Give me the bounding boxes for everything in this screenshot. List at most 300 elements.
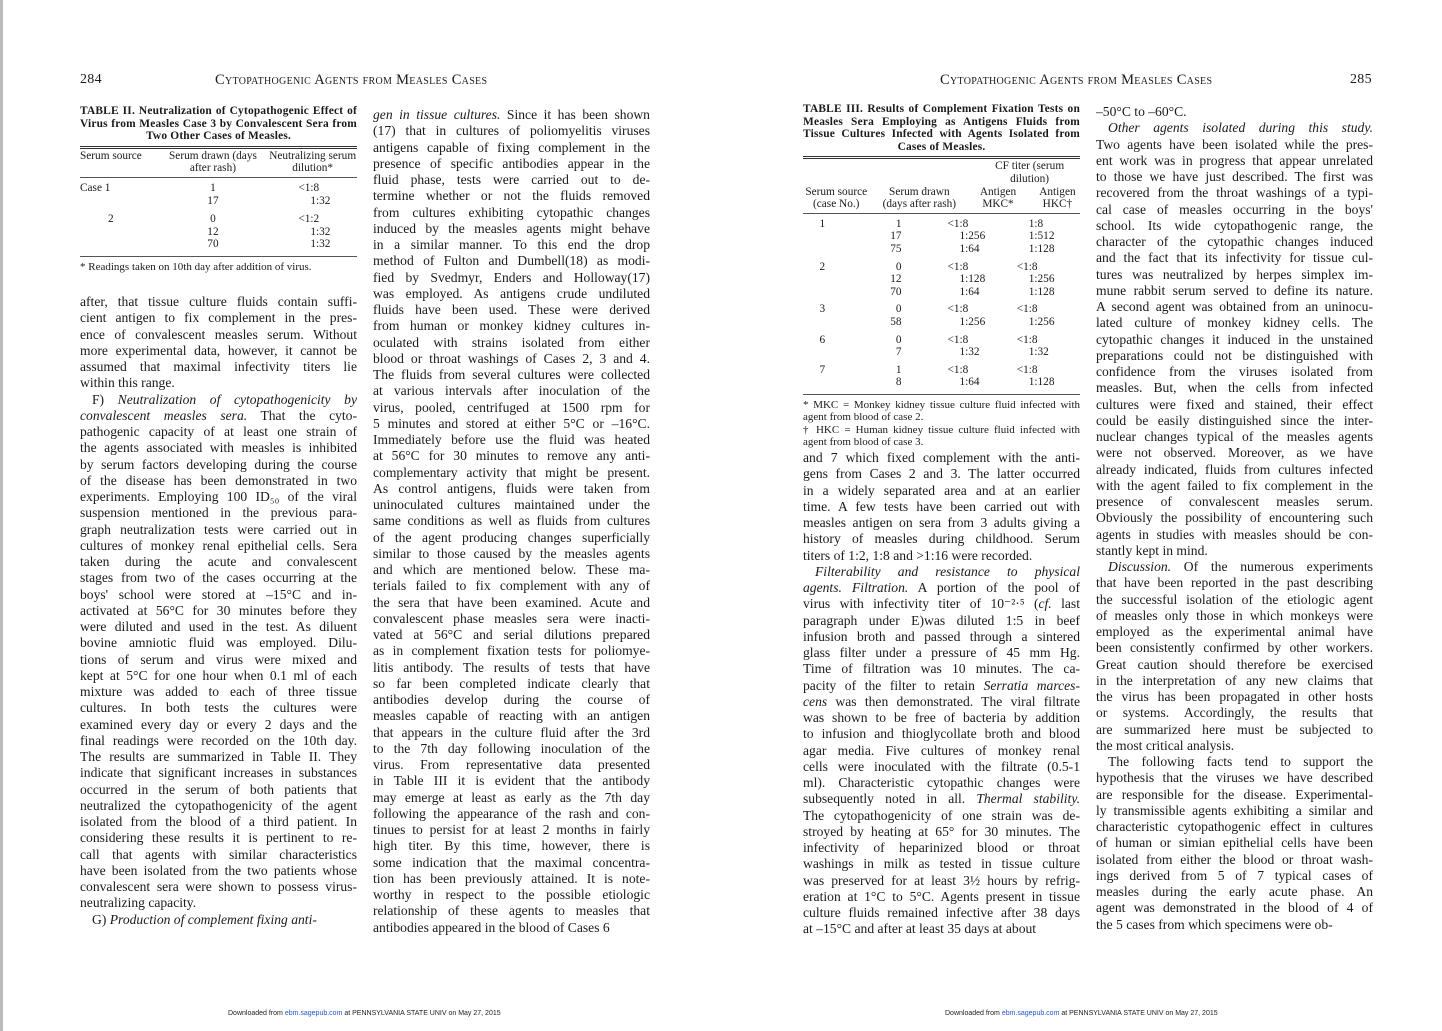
text-segment: in the interpretation of any new claims that [1096,672,1373,688]
text-segment: been consistently confirmed by other workers. [1096,640,1373,656]
text-line [803,629,1080,645]
text-segment: was shown to be free of bacteria by addition [803,710,1080,725]
text-line [1096,770,1373,786]
text-segment: ly transmissible agents exhibiting a similar and [1096,802,1373,818]
cell: <1:8 [947,303,969,316]
cell: 1:256 [1028,273,1055,286]
right-page-column-2 [1096,104,1373,933]
text-line [373,465,650,481]
cell: 1:32 [310,238,331,251]
text-line [373,871,650,887]
italic-text: Production of complement fixing anti- [109,911,317,927]
cell: 0 [210,213,216,226]
text-segment: from human or monkey kidney cultures in- [373,318,650,334]
cell: 1 [210,181,216,194]
table-ii [80,105,357,273]
text-segment: at various intervals after inoculation of the [373,383,650,399]
cell: 1:32 [959,346,980,359]
table-row [80,195,357,208]
cell: 12 [207,225,219,238]
text-line [803,743,1080,759]
text-segment: eration at 1°C to 5°C. Agents present in tissue [803,888,1080,904]
cell: 1 [895,217,902,230]
text-line [80,782,357,798]
text-segment: character of the cytopathic changes induced [1096,234,1373,249]
text-segment: agar media. Five cultures of monkey renal [803,742,1080,758]
page-number-left: 284 [80,72,102,87]
text-line [1096,169,1373,185]
cell: <1:8 [947,363,969,376]
text-line [373,822,650,838]
text-segment: The cytopathogenicity of one strain was de- [803,807,1080,823]
cell: 2 [819,260,826,273]
text-line [80,424,357,440]
text-line [373,692,650,708]
text-segment: agent was demonstrated in the blood of 4 of [1096,900,1373,916]
cell: <1:8 [947,260,969,273]
left-page-column-1 [80,294,357,928]
table-row [803,273,1080,286]
text-segment: neutralizing capacity. [80,895,197,911]
text-segment: was employed. As antigens crude undiluted [373,285,650,301]
table-title: TABLE III. Results of Complement Fixation Tests on Measles Sera Employing as Antigens Fluids from Tissue Cultures Infected with Agents Isolated from Cases of Measles. [803,103,1080,153]
text-line [803,694,1080,710]
cell: 1:64 [959,285,980,298]
text-segment: or systems. Accordingly, the results that [1096,705,1373,721]
text-line [80,603,357,619]
text-line [80,798,357,814]
footer-link[interactable]: ebm.sagepub.com [284,1010,343,1017]
cell: 58 [890,315,902,328]
text-line [80,489,357,505]
text-segment: Two agents have been isolated while the pres- [1096,136,1373,152]
text-line [80,765,357,781]
text-line [80,717,357,733]
text-line [1096,884,1373,900]
text-segment: by serum factors developing during the course [80,456,357,472]
italic-text: gen in tissue cultures. [373,107,501,122]
text-line [373,481,650,497]
text-line [1096,397,1373,413]
text-line [1096,640,1373,656]
text-line [1096,445,1373,461]
text-line [373,790,650,806]
text-line [80,294,357,310]
text-segment: terials failed to fix complement with any of [373,578,650,594]
header-cell: Serum drawn (days after rash) [882,185,957,211]
text-line [80,668,357,684]
text-segment: oculated with strains isolated from either [373,334,650,350]
text-segment: cultures of monkey renal epithelial cells. Sera [80,537,357,553]
text-segment: cultures. In both tests the cultures were [80,700,357,716]
text-line [80,863,357,879]
text-line [373,416,650,432]
text-line [373,562,650,578]
text-line [1096,267,1373,283]
footer-link[interactable]: ebm.sagepub.com [1001,1010,1060,1017]
text-line [80,652,357,668]
text-segment: that appears in the culture fluid after the 3rd [373,724,650,740]
text-segment: convalescent phase measles sera were inacti- [373,610,650,626]
text-segment: As control antigens, fluids were taken from [373,480,650,496]
text-line [373,286,650,302]
text-line [373,887,650,903]
text-segment: to the 7th day following inoculation of the [373,740,650,756]
text-segment: the 5 cases from which specimens were ob- [1096,916,1333,932]
text-line [373,383,650,399]
cell: 1:128 [959,273,986,286]
italic-text: cens [803,693,828,709]
text-segment: termine whether or not the fluids removed [373,188,650,204]
cell: 1:32 [310,194,331,207]
text-segment: as in complement fixation tests for poliomye- [373,643,650,659]
cell: <1:8 [1016,303,1038,316]
header-serum-source: Serum source [80,149,142,162]
text-line [373,578,650,594]
text-line [803,466,1080,482]
cell: 12 [890,273,902,286]
text-segment: Immediately before use the fluid was heated [373,432,650,447]
cell: 0 [895,260,902,273]
text-line [373,221,650,237]
cell: 1:32 [310,225,331,238]
text-segment: The results are summarized in Table II. They [80,749,357,764]
text-segment: boys' school were stored at –15°C and in- [80,586,357,602]
table-row [803,316,1080,329]
text-line [803,564,1080,580]
text-segment: from cultures exhibiting cytopathic changes [373,204,650,220]
text-segment: indicate that significant increases in substances [80,765,357,781]
cell: 0 [895,333,902,346]
italic-text: convalescent measles sera. [80,407,248,423]
text-line [373,741,650,757]
text-line [80,310,357,326]
text-segment: and 7 which fixed complement with the anti- [803,450,1080,465]
table-row [803,261,1080,274]
text-line [80,895,357,911]
text-line [373,855,650,871]
text-line [80,538,357,554]
text-line [373,595,650,611]
text-segment: complementary activity that might be present. [373,464,650,480]
text-line [373,773,650,789]
text-line [1096,917,1373,933]
text-line [1096,348,1373,364]
text-line [80,684,357,700]
text-segment: could be easily distinguished since the inter- [1096,412,1373,428]
cell: 70 [890,285,902,298]
text-line [1096,153,1373,169]
text-line [1096,803,1373,819]
cell: 6 [819,333,826,346]
header-row [80,150,357,175]
text-segment: more experimental data, however, it cannot be [80,342,357,358]
text-line [1096,575,1373,591]
table-row [80,213,357,226]
text-segment: that have been reported in the past describing [1096,575,1373,591]
text-line [373,140,650,156]
text-segment: tures was neutralized by herpes simplex im- [1096,266,1373,282]
text-segment: same conditions as well as fluids from cultures [373,513,650,529]
text-segment: The following facts tend to support the [1108,754,1373,769]
text-segment: bovine amniotic fluid was employed. Dilu- [80,635,357,651]
text-segment: fluid phase, tests were carried out to de- [373,172,650,187]
text-line [1096,900,1373,916]
table-row [80,226,357,239]
text-segment: measles antigen on sera from 3 adults giving a [803,515,1080,530]
text-segment: Time of filtration was 10 minutes. The ca- [803,661,1080,677]
text-segment: virus, pooled, centrifuged at 1500 rpm for [373,399,650,415]
text-line [80,912,357,928]
italic-text: Serratia marces- [983,677,1080,693]
cell: 17 [890,230,902,243]
text-line [803,580,1080,596]
text-segment: litis antibody. The results of tests that have [373,659,650,675]
text-segment: kept at 5°C for one hour when 0.1 ml of each [80,667,357,683]
text-segment: infusion broth and passed through a sintered [803,628,1080,644]
text-line [803,548,1080,564]
text-line [1096,429,1373,445]
text-line [1096,185,1373,201]
text-line [803,596,1080,612]
text-segment: 5 minutes and stored at either 5°C or –16°C. [373,415,650,431]
text-line [803,824,1080,840]
text-line [1096,787,1373,803]
text-segment: glass filter under a pressure of 45 mm Hg. [803,645,1080,660]
cell: 1:512 [1028,230,1055,243]
text-segment: induced by the measles agents might behave [373,220,650,236]
text-line [80,619,357,635]
text-segment: and the fact that its infectivity for tissue cul- [1096,250,1373,266]
text-segment: may emerge at least as early as the 7th day [373,789,650,805]
text-segment: at –15°C and after at least 35 days at about [803,921,1037,937]
text-line [1096,510,1373,526]
text-segment: so far been completed indicate clearly that [373,675,650,691]
text-segment: of the agent producing changes superficially [373,529,650,545]
text-segment: was then demonstrated. The viral filtrate [827,693,1080,709]
text-segment: stroyed by heating at 65° for 30 minutes. The [803,823,1080,839]
text-segment: virus with infectivity titer of 10⁻²·⁵ ( [803,596,1039,612]
text-line [373,660,650,676]
text-line [373,432,650,448]
text-segment: presence of convalescent measles serum. [1096,494,1373,509]
text-segment: employed as the experimental animal have [1096,624,1373,639]
text-line [373,335,650,351]
text-segment: blood or throat washings of Cases 2, 3 and 4. [373,350,650,366]
text-segment: last [1051,596,1080,612]
text-line [80,570,357,586]
header-cell: Serum source (case No.) [805,185,868,211]
header-cell [158,150,269,175]
cell: <1:8 [1016,363,1038,376]
text-line [373,627,650,643]
text-segment: activated at 56°C for 30 minutes before they [80,602,357,618]
text-segment: cultures were fixed and stained, their effect [1096,396,1373,412]
text-line [803,483,1080,499]
cell: <1:8 [1016,260,1038,273]
cell: 17 [207,194,219,207]
cell: 8 [895,376,902,389]
text-line [373,920,650,936]
running-title-right: Cytopathogenic Agents from Measles Cases [940,72,1213,88]
text-segment: measles during the early acute phase. An [1096,884,1373,899]
text-segment: measles capable of reacting with an antigen [373,708,650,724]
table-iii [803,103,1080,449]
text-line [1096,380,1373,396]
text-line [1096,754,1373,770]
text-line [1096,657,1373,673]
text-segment: final readings were recorded on the 10th day. [80,732,357,748]
footer-text: Downloaded from [228,1010,285,1017]
text-line [373,253,650,269]
text-segment: have been isolated from the two patients whose [80,862,357,878]
text-line [803,499,1080,515]
text-line [1096,527,1373,543]
text-segment: G) [92,911,110,927]
table-row [80,238,357,251]
text-segment: (17) that in cultures of poliomyelitis viruses [373,123,650,139]
text-segment: hypothesis that the viruses we have described [1096,770,1373,786]
text-line [1096,722,1373,738]
text-segment: method of Fulton and Dumbell(18) as modi- [373,253,650,269]
text-line [1096,202,1373,218]
text-segment: preparations could not be distinguished with [1096,347,1373,363]
text-segment: suspension mentioned in the previous para- [80,505,357,521]
text-line [80,814,357,830]
text-line [373,302,650,318]
text-segment: Obviously the possibility of encountering such [1096,510,1373,526]
text-line [373,546,650,562]
text-line [373,107,650,123]
text-line [80,457,357,473]
table-row [803,218,1080,231]
text-segment: A portion of the pool of [908,580,1080,595]
text-line [1096,738,1373,754]
text-segment: graph neutralization tests were carried out in [80,521,357,537]
text-segment: school. Its wide cytopathogenic range, the [1096,217,1373,233]
text-segment: after, that tissue culture fluids contain suffi- [80,294,357,309]
text-segment: confidence from the viruses isolated from [1096,364,1373,379]
italic-text: Neutralization of cytopathogenicity by [117,391,357,407]
text-line [803,726,1080,742]
cell: <1:2 [298,213,320,226]
table-row [803,303,1080,316]
text-segment: convalescent sera were shown to possess virus- [80,879,357,894]
right-page-column-1 [803,450,1080,938]
text-segment: titers of 1:2, 1:8 and >1:16 were recorded. [803,547,1033,563]
text-segment: presence of specific antibodies appear in the [373,155,650,171]
text-line [80,700,357,716]
text-segment: fied by Svedmyr, Enders and Holloway(17) [373,269,650,285]
text-segment: gens from Cases 2 and 3. The latter occurred [803,466,1080,482]
text-line [803,450,1080,466]
text-segment: with the agent failed to fix complement in the [1096,477,1373,493]
page-number-right: 285 [1350,72,1372,87]
text-segment: of measles only those in which monkeys were [1096,607,1373,623]
text-segment: ent work was in progress that appear unrelated [1096,152,1373,168]
text-line [373,156,650,172]
text-segment: history of measles during childhood. Serum [803,531,1080,547]
text-segment: some indication that the maximal concentra- [373,854,650,870]
text-line [803,840,1080,856]
rule [80,177,357,178]
text-segment: The fluids from several cultures were collected [373,367,650,382]
text-line [373,806,650,822]
cell: 1:256 [959,230,986,243]
text-segment: of human or simian epithelial cells have been [1096,835,1373,851]
header-neutralizing: Neutralizing serum dilution* [269,149,357,175]
table-iii-body [803,218,1080,389]
text-line [373,676,650,692]
text-segment: experiments. Employing 100 ID₅₀ of the viral [80,489,357,504]
text-line [1096,852,1373,868]
text-segment: –50°C to –60°C. [1096,104,1187,119]
text-segment: high titer. By this time, however, there is [373,838,650,854]
italic-text: Discussion. [1108,559,1172,574]
text-segment: infectivity of heparinized blood or throat [803,840,1080,855]
text-segment: in Table III it is evident that the antibody [373,773,650,789]
text-segment: taken during the acute and convalescent [80,554,357,569]
text-segment: stantly kept in mind. [1096,542,1208,558]
text-segment: was preserved for at least 3½ hours by refrig- [803,872,1080,888]
text-line [803,678,1080,694]
text-line [1096,478,1373,494]
text-segment: the virus has been propagated in other hosts [1096,689,1373,704]
text-segment: occurred in the serum of both patients that [80,781,357,797]
text-segment: were diluted and used in the test. As diluent [80,619,357,634]
cell: <1:8 [947,217,969,230]
text-segment: examined every day or every 2 days and the [80,716,357,732]
text-segment: call that agents with similar characteristics [80,846,357,862]
text-line [803,889,1080,905]
text-line [803,791,1080,807]
text-line [373,708,650,724]
text-segment: time. A few tests have been carried out with [803,498,1080,514]
text-line [373,757,650,773]
text-segment: tions of serum and virus were mixed and [80,651,357,667]
text-line [373,513,650,529]
text-line [373,367,650,383]
text-line [1096,673,1373,689]
text-segment: in a widely separated area and at an earlier [803,482,1080,498]
header-cell [268,150,357,175]
text-line [1096,137,1373,153]
text-line [1096,835,1373,851]
text-segment: antigens capable of fixing complement in the [373,139,650,155]
text-line [803,645,1080,661]
text-segment: Great caution should therefore be exercised [1096,656,1373,672]
text-line [803,613,1080,629]
cell: 1:256 [959,315,986,328]
text-line [80,847,357,863]
text-line [803,808,1080,824]
text-segment: in a similar manner. To this end the drop [373,237,650,252]
text-segment: of the disease has been demonstrated in two [80,472,357,488]
text-line [803,531,1080,547]
text-line [803,661,1080,677]
cell: <1:8 [947,333,969,346]
text-segment: culture fluids remained infective after 38 days [803,905,1080,920]
italic-text: agents. Filtration. [803,580,909,595]
header-row [803,186,1080,211]
text-segment: fluids have been used. These were derived [373,302,650,317]
text-segment: agents in studies with measles should be con- [1096,526,1373,542]
footer-text: Downloaded from [945,1010,1002,1017]
table-ii-body [80,182,357,251]
text-segment: tion has been previously attained. It is note- [373,870,650,886]
text-line [373,643,650,659]
text-segment: antibodies develop during the course of [373,692,650,707]
